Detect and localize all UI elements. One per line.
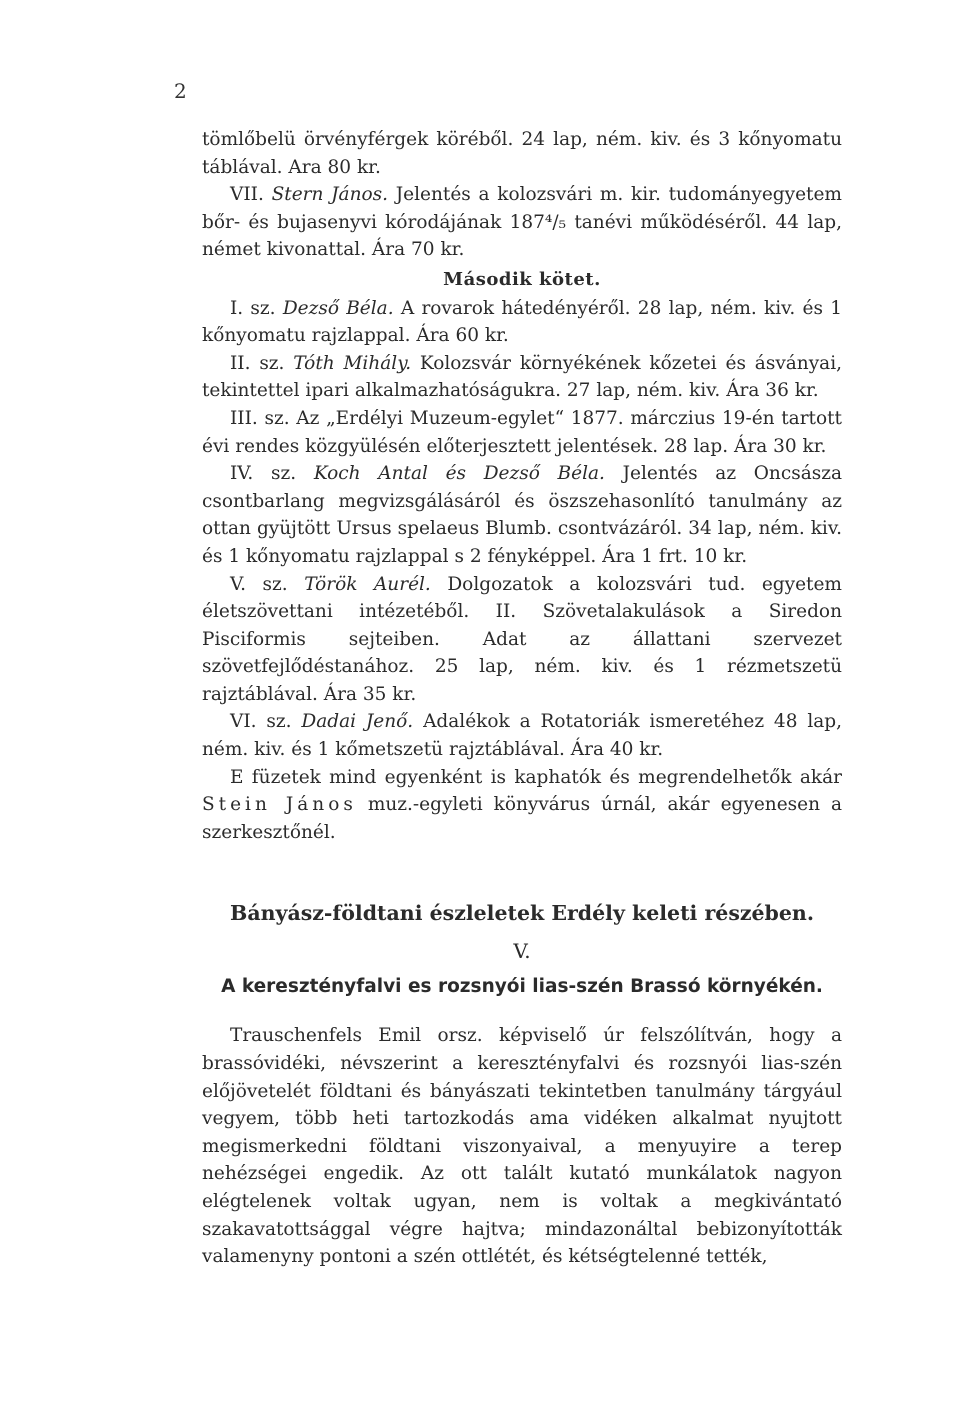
entry-text: Adalékok a Rotatoriák ismeretéhez 48 lap, ném. kiv. és 1 kőmetszetü rajztáblával. Ára 40 kr. xyxy=(202,711,842,761)
entry-text: Jelentés a kolozsvári m. kir. tudományegyetem bőr- és bujasenyvi kórodájának 187⁴/₅ tanévi működéséről. 44 lap, német kivonattal. Ára 70 kr. xyxy=(202,184,842,261)
entry-number: VI. sz. xyxy=(230,711,292,733)
entry-v xyxy=(202,571,842,709)
entry-number: II. sz. xyxy=(230,352,285,374)
entry-number: I. sz. xyxy=(230,297,276,319)
entry-iii: III. sz. Az „Erdélyi Muzeum-egylet“ 1877. márczius 19-én tartott évi rendes közgyülésén előterjesztett jelentések. 28 lap. Ára 30 kr. xyxy=(202,407,842,457)
entry-number: VII. xyxy=(230,184,264,206)
entry-text: Jelentés az Oncsásza csontbarlang megvizsgálásáról és öszszehasonlító tanulmány az ottan gyüjtött Ursus spelaeus Blumb. csontvázáról. 34 lap, ném. kiv. és 1 kőnyomatu rajzlappal s 2 fényképpel. Ára 1 frt. 10 kr. xyxy=(202,463,842,567)
entry-i xyxy=(202,295,842,350)
entry-number: V. sz. xyxy=(230,573,288,595)
closing-text-b: muz.-egyleti könyvárus úrnál, akár egyenesen a szerkesztőnél. xyxy=(202,794,842,843)
closing-text-a: E füzetek mind egyenként is kaphatók és megrendelhetők akár xyxy=(230,766,842,788)
paragraph-continuation: tömlőbelü örvényférgek köréből. 24 lap, ném. kiv. és 3 kőnyomatu táblával. Ara 80 kr. xyxy=(202,129,842,178)
entry-ii xyxy=(202,350,842,405)
article-body: Trauschenfels Emil orsz. képviselő úr felszólítván, hogy a brassóvidéki, névszerint a keresztényfalvi és rozsnyói lias-szén előjövetelét földtani és bányászati tekintetben tanulmány tárgyául vegyem, több heti tartozkodás ama vidéken alkalmat nyujtott megismerkedni földtani viszonyaival, a menyuyire a terep nehézségei engedik. Az ott talált kutató munkálatok nagyon elégtelenek voltak ugyan, nem is voltak a megkivántató szakavatottsággal végre hajtva; mindazonáltal bebizonyították valamenyny pontoni a szén ottlétét, és kétségtelenné tették, xyxy=(202,1025,842,1268)
entry-text: Kolozsvár környékének kőzetei és ásványai, tekintettel ipari alkalmazhatóságukra. 27 lap, ném. kiv. Ára 36 kr. xyxy=(202,352,843,402)
entry-text: Dolgozatok a kolozsvári tud. egyetem életszövettani intézetéből. II. Szövetalakulások a Siredon Pisciformis sejteiben. Adat az állattani szervezet szövetfejlődéstanához. 25 lap, ném. kiv. és 1 rézmetszetü rajztáblával. Ára 35 kr. xyxy=(202,573,842,705)
entry-author: Koch Antal és Dezső Béla. xyxy=(313,463,605,485)
entry-vii xyxy=(202,181,842,264)
article-part-number: V. xyxy=(513,939,531,964)
article-subtitle: A keresztényfalvi es rozsnyói lias-szén Brassó környékén. xyxy=(221,976,823,998)
entry-author: Dadai Jenő. xyxy=(301,711,414,733)
entry-author: Dezső Béla. xyxy=(282,297,394,319)
text-column xyxy=(202,126,842,1271)
section-gap xyxy=(202,846,842,898)
article-title: Bányász-földtani észleletek Erdély keleti részében. xyxy=(230,901,814,926)
page-number: 2 xyxy=(174,79,187,103)
entry-author: Stern János. xyxy=(271,184,389,206)
entry-author: Török Aurél. xyxy=(304,573,431,595)
entry-vi xyxy=(202,708,842,763)
closing-paragraph xyxy=(202,764,842,847)
entry-text: A rovarok hátedényéről. 28 lap, ném. kiv. és 1 kőnyomatu rajzlappal. Ára 60 kr. xyxy=(202,297,842,347)
entry-iv xyxy=(202,460,842,570)
entry-number: IV. sz. xyxy=(230,463,297,485)
volume-subheading: Második kötet. xyxy=(443,268,601,290)
entry-author: Tóth Mihály. xyxy=(293,352,412,374)
bookseller-name: Stein János xyxy=(202,794,357,816)
